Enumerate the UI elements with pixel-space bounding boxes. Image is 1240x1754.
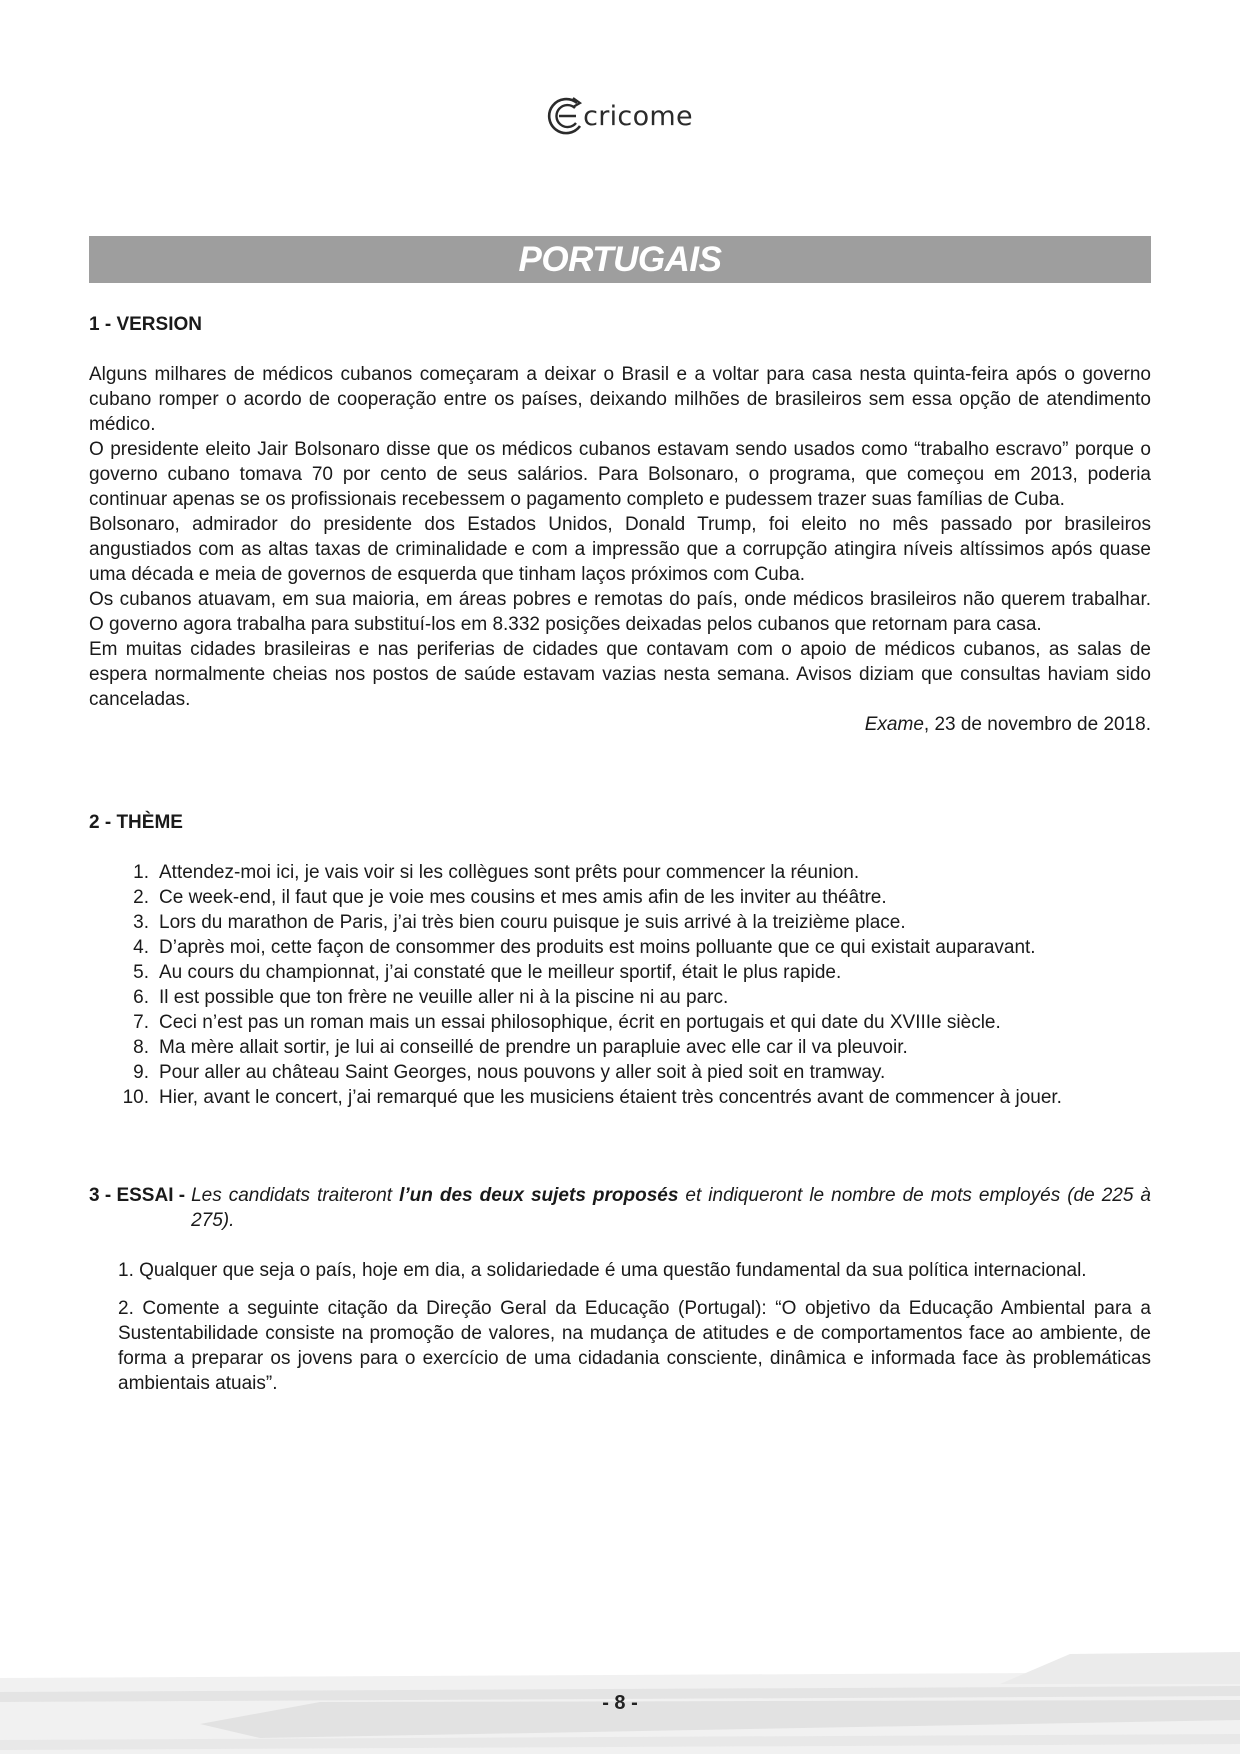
list-item-text: D’après moi, cette façon de consommer des produits est moins polluante que ce qui existait auparavant.: [159, 937, 1036, 958]
essay-instructions: [191, 1183, 1151, 1233]
source-title: Exame: [864, 714, 924, 735]
ecricome-e-logo-icon: [547, 92, 587, 140]
list-item-text: Ceci n’est pas un roman mais un essai philosophique, écrit en portugais et qui date du XVIIIe siècle.: [159, 1012, 1001, 1033]
theme-list: [89, 860, 1151, 1110]
list-item-text: Pour aller au château Saint Georges, nous pouvons y aller soit à pied soit en tramway.: [159, 1062, 886, 1083]
essay-instructions-start: Les candidats traiteront: [191, 1185, 400, 1206]
list-item-text: Attendez-moi ici, je vais voir si les collègues sont prêts pour commencer la réunion.: [159, 862, 860, 883]
page-title: PORTUGAIS: [89, 236, 1151, 283]
list-item-text: Ce week-end, il faut que je voie mes cousins et mes amis afin de les inviter au théâtre.: [159, 887, 887, 908]
version-paragraph: O presidente eleito Jair Bolsonaro disse que os médicos cubanos estavam sendo usados como “trabalho escravo” porque o governo cubano tomava 70 por cento de seus salários. Para Bolsonaro, o programa, que começou em 2013, poderia continuar apenas se os profissionais recebessem o pagamento completo e pudessem trazer suas famílias de Cuba.: [89, 439, 1151, 510]
list-item: [89, 1010, 1151, 1035]
list-item-number: 10.: [122, 1087, 149, 1108]
essay-subject: 1. Qualquer que seja o país, hoje em dia, a solidariedade é uma questão fundamental da sua política internacional.: [118, 1260, 1087, 1281]
list-item: [89, 935, 1151, 960]
list-item-text: Ma mère allait sortir, je lui ai conseillé de prendre un parapluie avec elle car il va pleuvoir.: [159, 1037, 908, 1058]
list-item: [89, 1085, 1151, 1110]
essay-subject: 2. Comente a seguinte citação da Direção Geral da Educação (Portugal): “O objetivo da Educação Ambiental para a Sustentabilidade consiste na promoção de valores, na mudança de atitudes e de comportamentos face ao ambiente, de forma a preparar os jovens para o exercício de uma cidadania consciente, dinâmica e informada face às problemáticas ambientais atuais”.: [118, 1298, 1151, 1394]
list-item-text: Lors du marathon de Paris, j’ai très bien couru puisque je suis arrivé à la treizième place.: [159, 912, 906, 933]
list-item-number: 5.: [133, 962, 149, 983]
section-1-heading: 1 - VERSION: [89, 314, 202, 335]
list-item-number: 9.: [133, 1062, 149, 1083]
list-item: [89, 885, 1151, 910]
list-item-number: 3.: [133, 912, 149, 933]
version-text: [89, 362, 1151, 737]
version-paragraph: Alguns milhares de médicos cubanos começaram a deixar o Brasil e a voltar para casa nesta quinta-feira após o governo cubano romper o acordo de cooperação entre os países, deixando milhões de brasileiros sem essa opção de atendimento médico.: [89, 364, 1151, 435]
list-item: [89, 910, 1151, 935]
section-3-label: 3 - ESSAI -: [89, 1185, 186, 1206]
source-citation: [89, 712, 1151, 737]
list-item-number: 6.: [133, 987, 149, 1008]
header-logo: [0, 88, 1240, 144]
version-paragraph: Os cubanos atuavam, em sua maioria, em áreas pobres e remotas do país, onde médicos brasileiros não querem trabalhar. O governo agora trabalha para substituí-los em 8.332 posições deixadas pelos cubanos que retornam para casa.: [89, 589, 1151, 635]
list-item: [89, 1035, 1151, 1060]
logo-text: cricome: [583, 100, 693, 132]
source-date: , 23 de novembro de 2018.: [923, 714, 1151, 735]
section-2-heading: 2 - THÈME: [89, 812, 183, 833]
list-item-number: 2.: [133, 887, 149, 908]
list-item-text: Au cours du championnat, j’ai constaté que le meilleur sportif, était le plus rapide.: [159, 962, 842, 983]
list-item: [89, 860, 1151, 885]
document-content: [89, 312, 1151, 1409]
page-number: - 8 -: [602, 1692, 638, 1714]
list-item: [89, 985, 1151, 1010]
list-item-number: 8.: [133, 1037, 149, 1058]
version-paragraph: Bolsonaro, admirador do presidente dos Estados Unidos, Donald Trump, foi eleito no mês passado por brasileiros angustiados com as altas taxas de criminalidade e com a impressão que a corrupção atingira níveis altíssimos após quase uma década e meia de governos de esquerda que tinham laços próximos com Cuba.: [89, 514, 1151, 585]
essay-subjects: [89, 1258, 1151, 1396]
list-item: [89, 960, 1151, 985]
list-item-number: 7.: [133, 1012, 149, 1033]
list-item-number: 1.: [133, 862, 149, 883]
list-item-number: 4.: [133, 937, 149, 958]
list-item-text: Hier, avant le concert, j’ai remarqué que les musiciens étaient très concentrés avant de commencer à jouer.: [159, 1087, 1062, 1108]
version-paragraph: Em muitas cidades brasileiras e nas periferias de cidades que contavam com o apoio de médicos cubanos, as salas de espera normalmente cheias nos postos de saúde estavam vazias nesta semana. Avisos diziam que consultas haviam sido canceladas.: [89, 639, 1151, 710]
list-item: [89, 1060, 1151, 1085]
essay-instructions-emphasis: l’un des deux sujets proposés: [399, 1185, 679, 1206]
section-3-heading: [89, 1183, 1151, 1233]
essay-instructions-end: et indiqueront le nombre de mots employés (de 225 à 275).: [191, 1185, 1151, 1231]
list-item-text: Il est possible que ton frère ne veuille aller ni à la piscine ni au parc.: [159, 987, 729, 1008]
